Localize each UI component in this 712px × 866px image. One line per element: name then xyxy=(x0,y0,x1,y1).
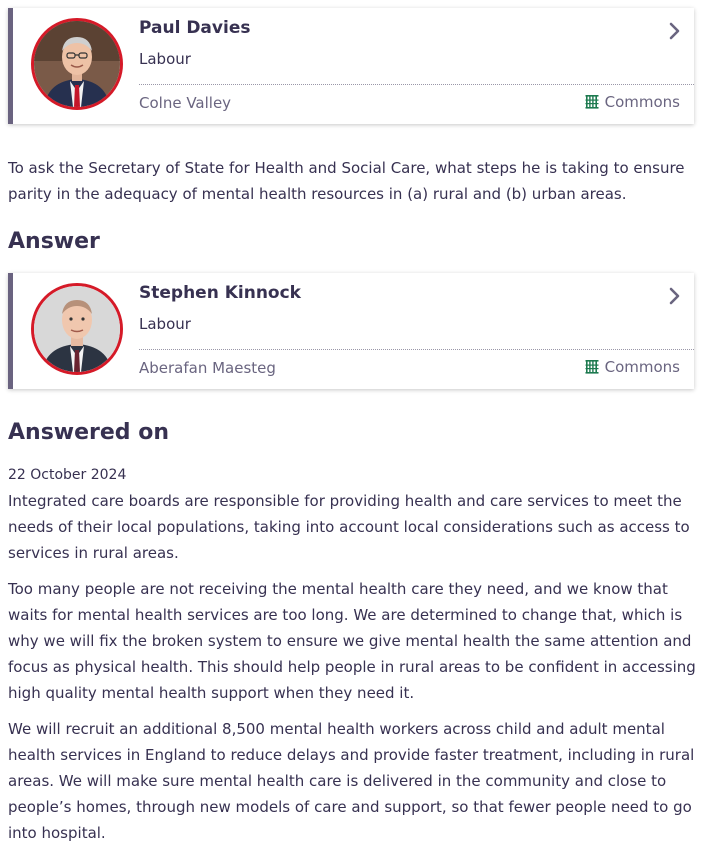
answered-on-heading: Answered on xyxy=(8,420,169,445)
avatar-stephen-kinnock xyxy=(31,283,123,375)
answer-body xyxy=(8,488,704,846)
member-name[interactable]: Stephen Kinnock xyxy=(139,283,301,303)
house-label xyxy=(585,358,680,378)
card-divider xyxy=(139,84,694,85)
avatar-paul-davies xyxy=(31,18,123,110)
portcullis-icon xyxy=(585,94,599,113)
house-label xyxy=(585,93,680,113)
member-constituency: Colne Valley xyxy=(139,94,232,112)
answer-date: 22 October 2024 xyxy=(8,467,127,483)
house-name: Commons xyxy=(604,93,680,111)
member-constituency: Aberafan Maesteg xyxy=(139,359,276,377)
member-party: Labour xyxy=(139,50,191,68)
answer-paragraph: Too many people are not receiving the mental health care they need, and we know that waits for mental health services are too long. We are determined to change that, which is why we will fix the broken system to ensure we give mental health the same attention and focus as physical health. This should help people in rural areas to be confident in accessing high quality mental health support when they need it. xyxy=(8,580,696,702)
written-question-page xyxy=(0,8,712,866)
answer-heading: Answer xyxy=(8,229,100,254)
card-divider xyxy=(139,349,694,350)
answer-paragraph: Integrated care boards are responsible for providing health and care services to meet the needs of their local populations, taking into account local considerations such as access to services in rural areas. xyxy=(8,492,690,562)
portcullis-icon xyxy=(585,359,599,378)
question-text: To ask the Secretary of State for Health and Social Care, what steps he is taking to ensure parity in the adequacy of mental health resources in (a) rural and (b) urban areas. xyxy=(8,159,685,203)
asking-member-card[interactable] xyxy=(8,8,694,124)
chevron-right-icon[interactable] xyxy=(668,287,680,309)
answering-member-card[interactable] xyxy=(8,273,694,389)
house-name: Commons xyxy=(604,358,680,376)
answer-paragraph: We will recruit an additional 8,500 mental health workers across child and adult mental health services in England to reduce delays and provide faster treatment, including in rural areas. We will make sure mental health care is delivered in the community and close to people’s homes, through new models of care and support, so that fewer people need to go into hospital. xyxy=(8,720,695,842)
chevron-right-icon[interactable] xyxy=(668,22,680,44)
member-party: Labour xyxy=(139,315,191,333)
member-name[interactable]: Paul Davies xyxy=(139,18,251,38)
